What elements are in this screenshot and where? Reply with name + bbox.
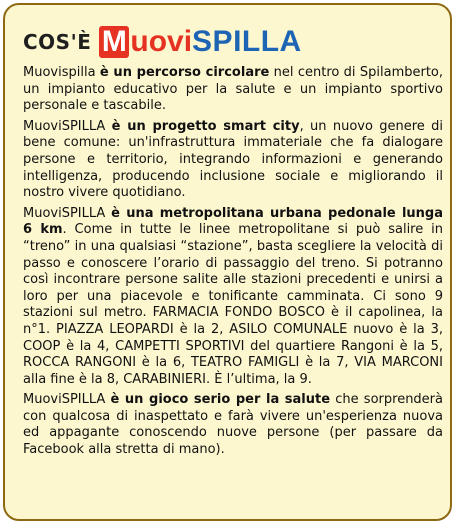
paragraph-2	[23, 119, 443, 202]
paragraph-bold: è un progetto smart city	[111, 118, 300, 134]
header-prefix: COS'È	[23, 30, 92, 54]
paragraph-bold: è un gioco serio per la salute	[110, 392, 331, 408]
paragraph-text: . Come in tutte le linee metropolitane si può salire in “treno” in una qualsiasi “stazione”, basta scegliere la velocità di passo e conoscere l’orario di passaggio del treno. Si potranno così incontrare persone salite alle stazioni precedenti e unirsi a loro per una piacevole e tonificante camminata. Ci sono 9 stazioni sul metro. FARMACIA FONDO BOSCO è il capolinea, la n°1. PIAZZA LEOPARDI è la 2, ASILO COMUNALE nuovo è la 3, COOP è la 4, CAMPETTI SPORTIVI del quartiere Rangoni è la 5, ROCCA RANGONI è la 6, TEATRO FAMIGLI è la 7, VIA MARCONI alla fine è la 8, CARABINIERI. È l’ultima, la 9.	[23, 222, 443, 387]
logo-m: M	[99, 26, 129, 58]
paragraph-name: Muovispilla	[23, 65, 96, 80]
paragraph-4	[23, 392, 443, 458]
paragraph-text: che sorprenderà con qualcosa di inaspettato e farà vivere un'esperienza nuova ed appagante conoscendo nuove persone (per passare da Facebook alla stretta di mano).	[23, 392, 443, 458]
logo-uovi: uovi	[130, 25, 193, 58]
paragraph-3	[23, 206, 443, 389]
muovispilla-logo	[99, 26, 301, 58]
header	[23, 22, 302, 62]
paragraph-bold: è un percorso circolare	[99, 65, 270, 80]
logo-spilla: SPILLA	[192, 25, 302, 58]
paragraph-text: nel centro di Spilamberto, un impianto educativo per la salute e un impianto sportivo personale e tascabile.	[23, 65, 444, 114]
paragraph-text: , un nuovo genere di bene comune: un'infrastruttura immateriale che fa dialogare persone e territorio, integrando informazioni e generando intelligenza, producendo inclusione sociale e migliorando il nostro vivere quotidiano.	[23, 118, 444, 201]
content	[23, 65, 443, 463]
info-box	[3, 3, 452, 521]
paragraph-name: MuoviSPILLA	[23, 392, 106, 408]
paragraph-name: MuoviSPILLA	[23, 205, 106, 221]
paragraph-bold: è una metropolitana urbana pedonale lunga 6 km	[23, 205, 443, 238]
paragraph-1	[23, 65, 443, 115]
paragraph-name: MuoviSPILLA	[23, 118, 106, 134]
